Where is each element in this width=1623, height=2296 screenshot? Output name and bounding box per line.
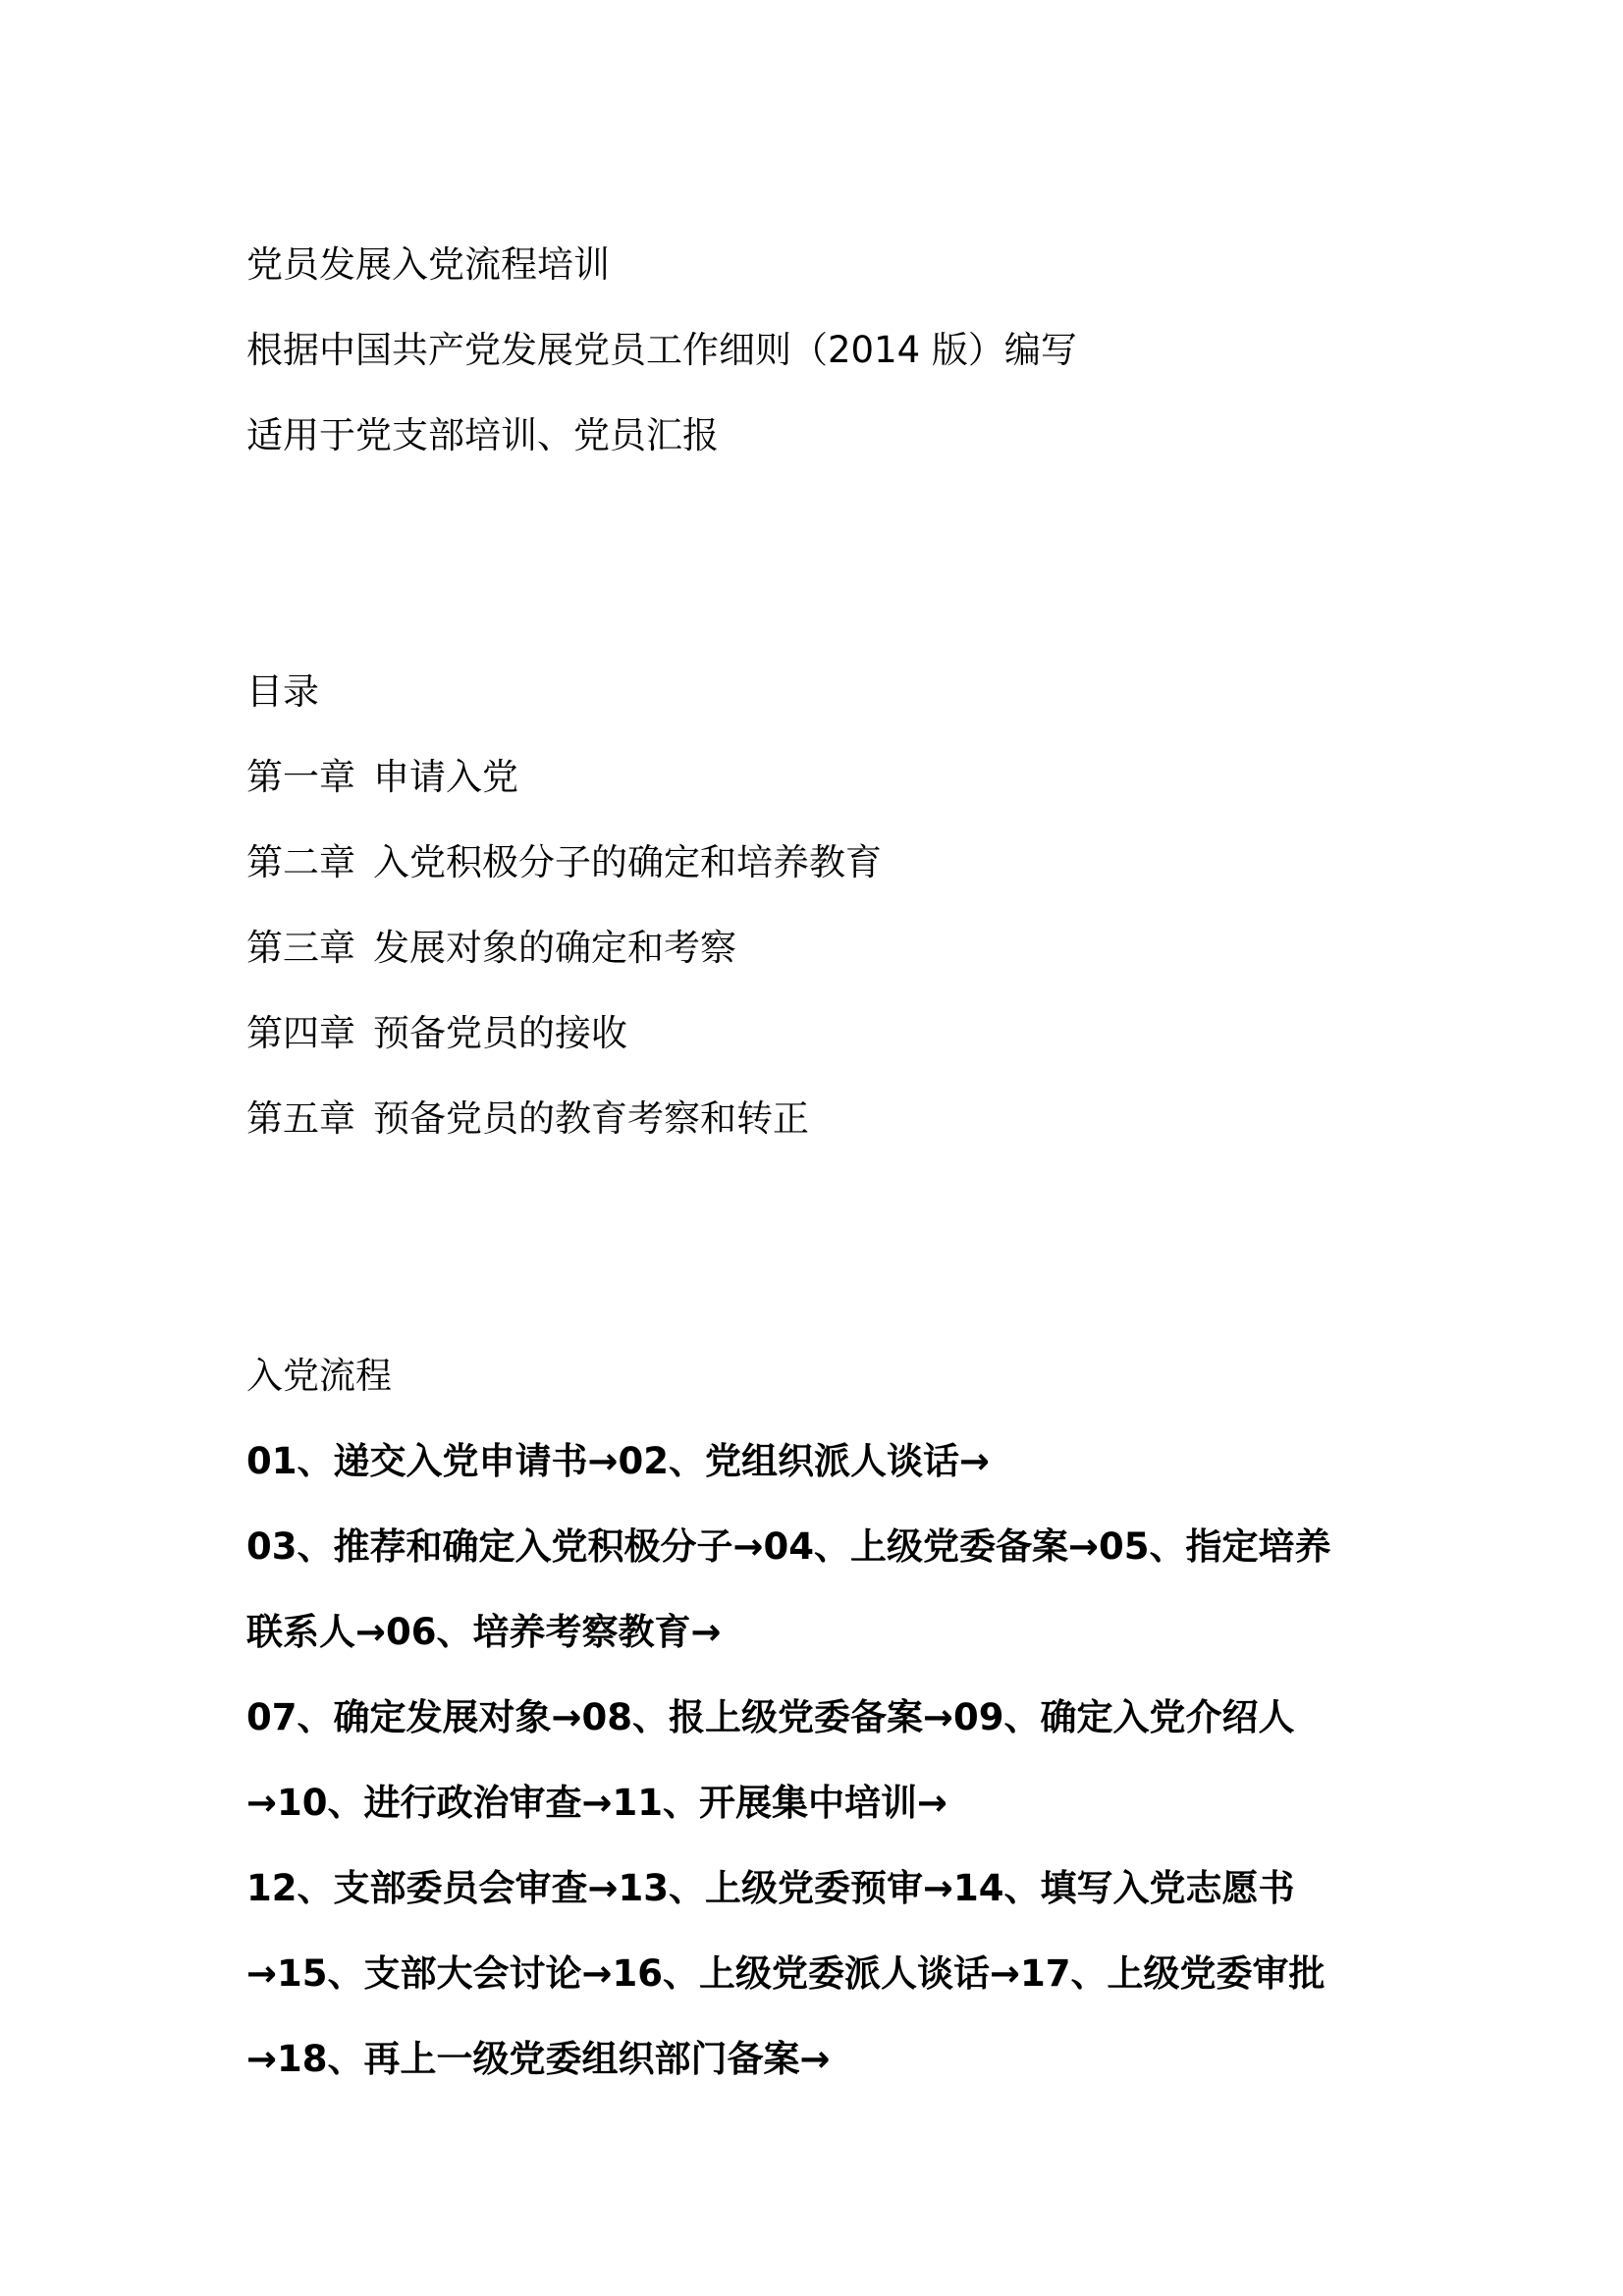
- process-line-1: 01、递交入党申请书→02、党组织派人谈话→: [246, 1440, 990, 1482]
- toc-chapter-title: 预备党员的接收: [373, 1012, 627, 1054]
- toc-chapter-number: 第五章: [246, 1097, 355, 1140]
- process-line-8: →18、再上一级党委组织部门备案→: [246, 2038, 831, 2080]
- toc-chapter-number: 第三章: [246, 927, 355, 969]
- process-heading: 入党流程: [246, 1355, 392, 1397]
- toc-chapter-5: [246, 1097, 809, 1141]
- document-title: 党员发展入党流程培训: [246, 243, 610, 286]
- process-line-7: →15、支部大会讨论→16、上级党委派人谈话→17、上级党委审批: [246, 1952, 1325, 1995]
- process-line-2: 03、推荐和确定入党积极分子→04、上级党委备案→05、指定培养: [246, 1525, 1331, 1568]
- document-basis: 根据中国共产党发展党员工作细则（2014 版）编写: [246, 329, 1077, 371]
- process-line-4: 07、确定发展对象→08、报上级党委备案→09、确定入党介绍人: [246, 1696, 1295, 1738]
- process-line-6: 12、支部委员会审查→13、上级党委预审→14、填写入党志愿书: [246, 1867, 1295, 1909]
- toc-chapter-title: 预备党员的教育考察和转正: [373, 1097, 809, 1140]
- toc-chapter-3: [246, 927, 736, 970]
- toc-chapter-4: [246, 1012, 627, 1055]
- process-line-5: →10、进行政治审查→11、开展集中培训→: [246, 1782, 947, 1824]
- toc-chapter-2: [246, 841, 882, 884]
- toc-chapter-number: 第四章: [246, 1012, 355, 1054]
- document-usage: 适用于党支部培训、党员汇报: [246, 414, 719, 456]
- toc-chapter-title: 入党积极分子的确定和培养教育: [373, 841, 882, 883]
- toc-chapter-title: 申请入党: [373, 756, 518, 798]
- toc-chapter-number: 第一章: [246, 756, 355, 798]
- toc-heading: 目录: [246, 670, 319, 713]
- toc-chapter-title: 发展对象的确定和考察: [373, 927, 736, 969]
- toc-chapter-number: 第二章: [246, 841, 355, 883]
- process-line-3: 联系人→06、培养考察教育→: [246, 1611, 722, 1653]
- toc-chapter-1: [246, 756, 518, 799]
